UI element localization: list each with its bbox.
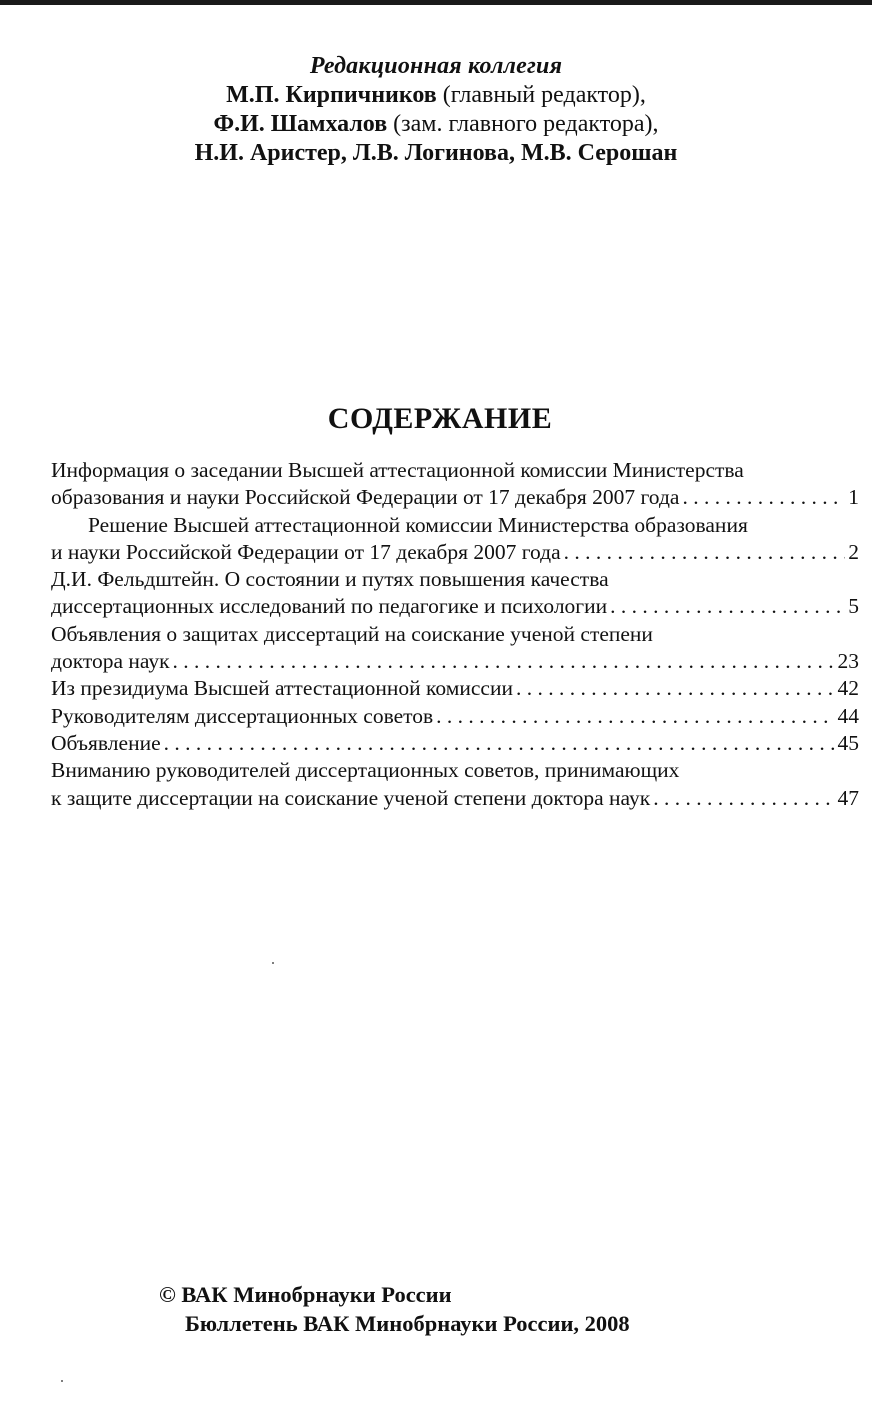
toc-entry-last-line: Объявление [51, 730, 161, 755]
chief-editor-name: М.П. Кирпичников [226, 82, 437, 108]
dot-leader [682, 484, 845, 511]
top-border-rule [0, 0, 872, 5]
toc-page-number: 44 [837, 703, 859, 728]
deputy-editor-role: (зам. главного редактора), [387, 111, 659, 137]
toc-page-number: 45 [837, 730, 859, 755]
dot-leader [516, 675, 835, 702]
dot-leader [436, 703, 834, 730]
toc-entry-last-line: доктора наук [51, 649, 170, 674]
chief-editor-role: (главный редактор), [436, 82, 646, 108]
scan-speck [61, 1380, 63, 1382]
toc-entry[interactable] [51, 457, 859, 512]
editorial-board-line-1 [0, 81, 872, 110]
toc-entry[interactable] [51, 621, 859, 676]
toc-entry[interactable] [51, 566, 859, 621]
toc-entry-first-line: Решение Высшей аттестационной комиссии Министерства образования [88, 512, 748, 537]
toc-entry-last-line: Руководителям диссертационных советов [51, 703, 434, 728]
deputy-editor-name: Ф.И. Шамхалов [213, 111, 388, 137]
toc-entry[interactable] [51, 703, 859, 730]
toc-page-number: 2 [848, 539, 859, 564]
toc-entry[interactable] [51, 730, 859, 757]
toc-entry-last-row [51, 593, 859, 620]
contents-title: СОДЕРЖАНИЕ [327, 402, 553, 435]
toc-entry-first-line: Информация о заседании Высшей аттестационной комиссии Министерства [51, 458, 744, 482]
bulletin-line: Бюллетень ВАК Минобрнауки России, 2008 [185, 1311, 630, 1336]
dot-leader [653, 785, 834, 812]
toc-entry-last-row [51, 484, 859, 511]
editorial-board-line-2 [0, 110, 872, 139]
toc-entry-last-line: к защите диссертации на соискание ученой степени доктора наук [51, 785, 651, 810]
toc-entry[interactable] [51, 512, 859, 567]
toc-entry-first-line: Объявления о защитах диссертаций на соискание ученой степени [51, 621, 653, 646]
toc-entry[interactable] [51, 757, 859, 812]
toc-page-number: 23 [837, 649, 859, 674]
editorial-board [0, 52, 872, 168]
scan-speck [272, 962, 274, 964]
toc-entry[interactable] [51, 675, 859, 702]
dot-leader [164, 730, 835, 757]
toc-entry-last-row [51, 785, 859, 812]
toc-page-number: 47 [837, 785, 859, 810]
toc-entry-last-row [51, 730, 859, 757]
toc-entry-first-line: Вниманию руководителей диссертационных советов, принимающих [51, 758, 680, 783]
toc-entry-last-row [51, 539, 859, 566]
toc-entry-last-line: Из президиума Высшей аттестационной комиссии [51, 676, 513, 701]
dot-leader [173, 648, 835, 675]
toc-entry-last-row [51, 675, 859, 702]
toc-entry-last-line: и науки Российской Федерации от 17 декабря 2007 года [51, 539, 561, 564]
dot-leader [564, 539, 846, 566]
toc-page-number: 42 [837, 676, 859, 701]
toc-page-number: 5 [848, 594, 859, 619]
board-members-names: Н.И. Аристер, Л.В. Логинова, М.В. Серошан [194, 140, 678, 166]
table-of-contents [51, 457, 859, 812]
toc-entry-first-line: Д.И. Фельдштейн. О состоянии и путях повышения качества [51, 567, 609, 592]
dot-leader [610, 593, 845, 620]
copyright-line: © ВАК Минобрнауки России [159, 1282, 452, 1307]
toc-entry-last-row [51, 648, 859, 675]
footer-imprint [159, 1280, 630, 1338]
editorial-board-heading: Редакционная коллегия [309, 53, 563, 79]
editorial-board-line-3 [0, 139, 872, 168]
toc-page-number: 1 [848, 485, 859, 510]
toc-entry-last-line: диссертационных исследований по педагогике и психологии [51, 594, 608, 619]
toc-entry-last-line: образования и науки Российской Федерации от 17 декабря 2007 года [51, 485, 680, 510]
toc-entry-last-row [51, 703, 859, 730]
